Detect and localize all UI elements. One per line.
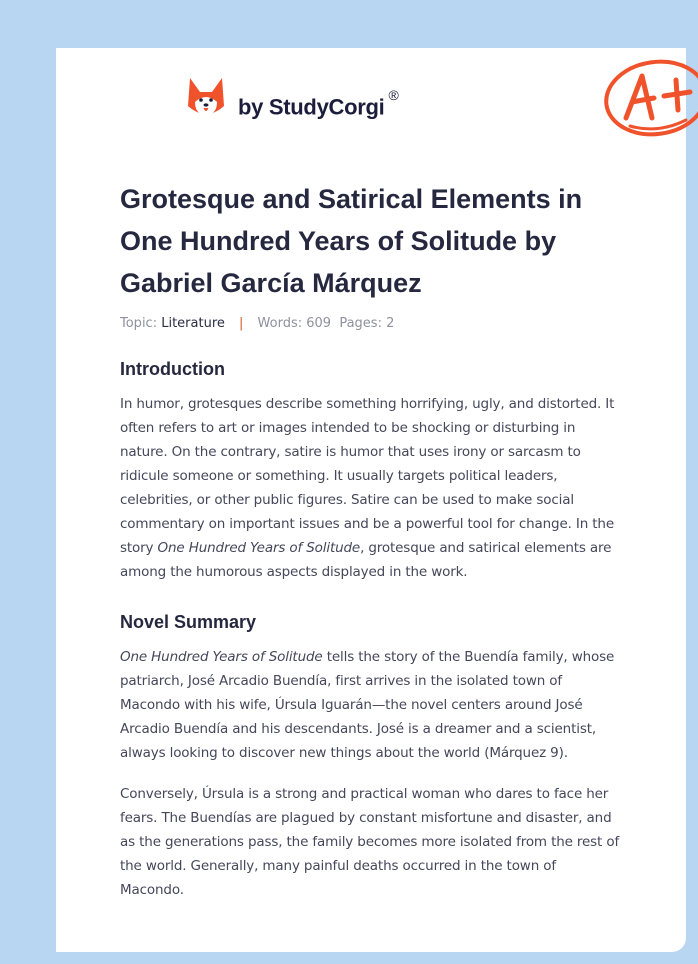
paragraph: Conversely, Úrsula is a strong and practical woman who dares to face her fears. The Buendías are plagued by constant misfortune and disaster, and as the generations pass, the family becomes more isolated from the rest of the world. Generally, many painful deaths occurred in the town of Macondo. bbox=[120, 786, 620, 898]
section-heading-introduction: Introduction bbox=[120, 359, 225, 379]
paragraph: In humor, grotesques describe something horrifying, ugly, and distorted. It often refers to art or images intended to be shocking or disturbing in nature. On the contrary, satire is humor that uses irony or sarcasm to ridicule someone or something. It usually targets political leaders, celebrities, or other public figures. Satire can be used to make social commentary on important issues and be a powerful tool for change. In the story One Hundred Years of Solitude, grotesque and satirical elements are among the humorous aspects displayed in the work. bbox=[120, 396, 615, 580]
topic-label: Topic: bbox=[120, 316, 158, 331]
essay-meta bbox=[120, 316, 622, 331]
page-count: Pages: 2 bbox=[339, 316, 395, 331]
essay-page bbox=[56, 48, 686, 952]
grade-a-plus-icon bbox=[602, 58, 698, 140]
topic-link[interactable]: Literature bbox=[161, 316, 225, 331]
corgi-logo-icon bbox=[186, 76, 226, 120]
header bbox=[120, 48, 622, 168]
registered-mark: ® bbox=[388, 87, 399, 103]
word-count: Words: 609 bbox=[257, 316, 332, 331]
section-heading-novel-summary: Novel Summary bbox=[120, 612, 257, 632]
essay-title: Grotesque and Satirical Elements in One Hundred Years of Solitude by Gabriel García Márquez bbox=[120, 184, 583, 298]
paragraph: One Hundred Years of Solitude tells the story of the Buendía family, whose patriarch, José Arcadio Buendía, first arrives in the isolated town of Macondo with his wife, Úrsula Iguarán—the novel centers around José Arcadio Buendía and his descendants. José is a dreamer and a scientist, always looking to discover new things about the world (Márquez 9). bbox=[120, 649, 615, 761]
meta-separator: | bbox=[239, 316, 244, 331]
brand-name: by StudyCorgi ® bbox=[238, 87, 399, 120]
